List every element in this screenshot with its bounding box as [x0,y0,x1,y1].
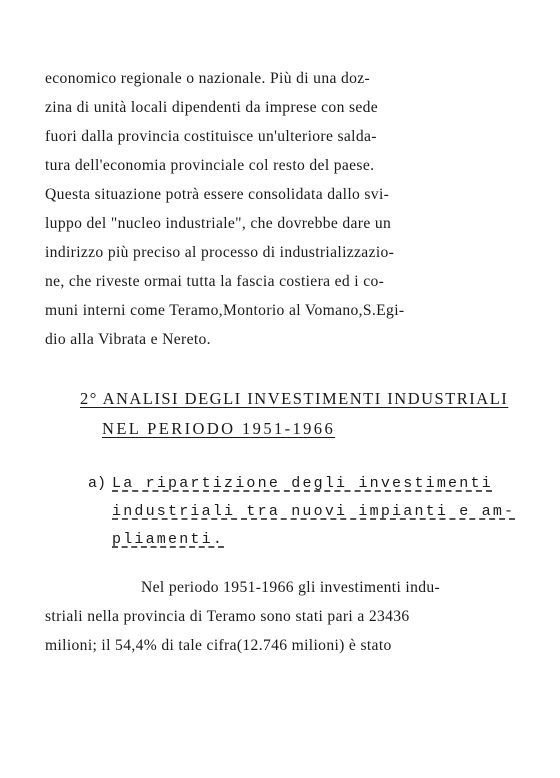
subsection-marker: a) [88,475,107,492]
section-heading [80,384,508,444]
subsection-heading [88,470,515,554]
paragraph-line: luppo del "nucleo industriale", che dovrebbe dare un [45,215,392,232]
paragraph-line: ne, che riveste ormai tutta la fascia costiera ed i co- [45,273,385,290]
paragraph-line: Nel periodo 1951-1966 gli investimenti indu- [141,579,441,596]
subsection-heading-line [88,498,515,526]
section-heading-line: 2° ANALISI DEGLI INVESTIMENTI INDUSTRIALI [80,389,509,408]
subsection-title-text: pliamenti. [112,531,225,548]
subsection-heading-line [88,526,515,554]
body-paragraph [45,573,545,660]
paragraph-line: indirizzo più preciso al processo di industrializzazio- [45,244,395,261]
paragraph-line: milioni; il 54,4% di tale cifra(12.746 milioni) è stato [45,637,392,654]
subsection-heading-line [88,470,515,498]
paragraph-line: economico regionale o nazionale. Più di una doz- [45,70,371,87]
subsection-title-text: industriali tra nuovi impianti e am- [112,503,516,520]
subsection-title-text: La ripartizione degli investimenti [112,475,493,492]
paragraph-line: fuori dalla provincia costituisce un'ulteriore salda- [45,128,377,145]
section-heading-line: NEL PERIODO 1951-1966 [102,419,336,438]
paragraph-line: dio alla Vibrata e Nereto. [45,331,211,348]
paragraph-line: striali nella provincia di Teramo sono stati pari a 23436 [45,608,410,625]
paragraph-line: tura dell'economia provinciale col resto del paese. [45,157,375,174]
paragraph-line: zina di unità locali dipendenti da imprese con sede [45,99,379,116]
intro-paragraph [45,64,545,354]
paragraph-line: Questa situazione potrà essere consolidata dallo svi- [45,186,390,203]
paragraph-line: muni interni come Teramo,Montorio al Vomano,S.Egi- [45,302,405,319]
